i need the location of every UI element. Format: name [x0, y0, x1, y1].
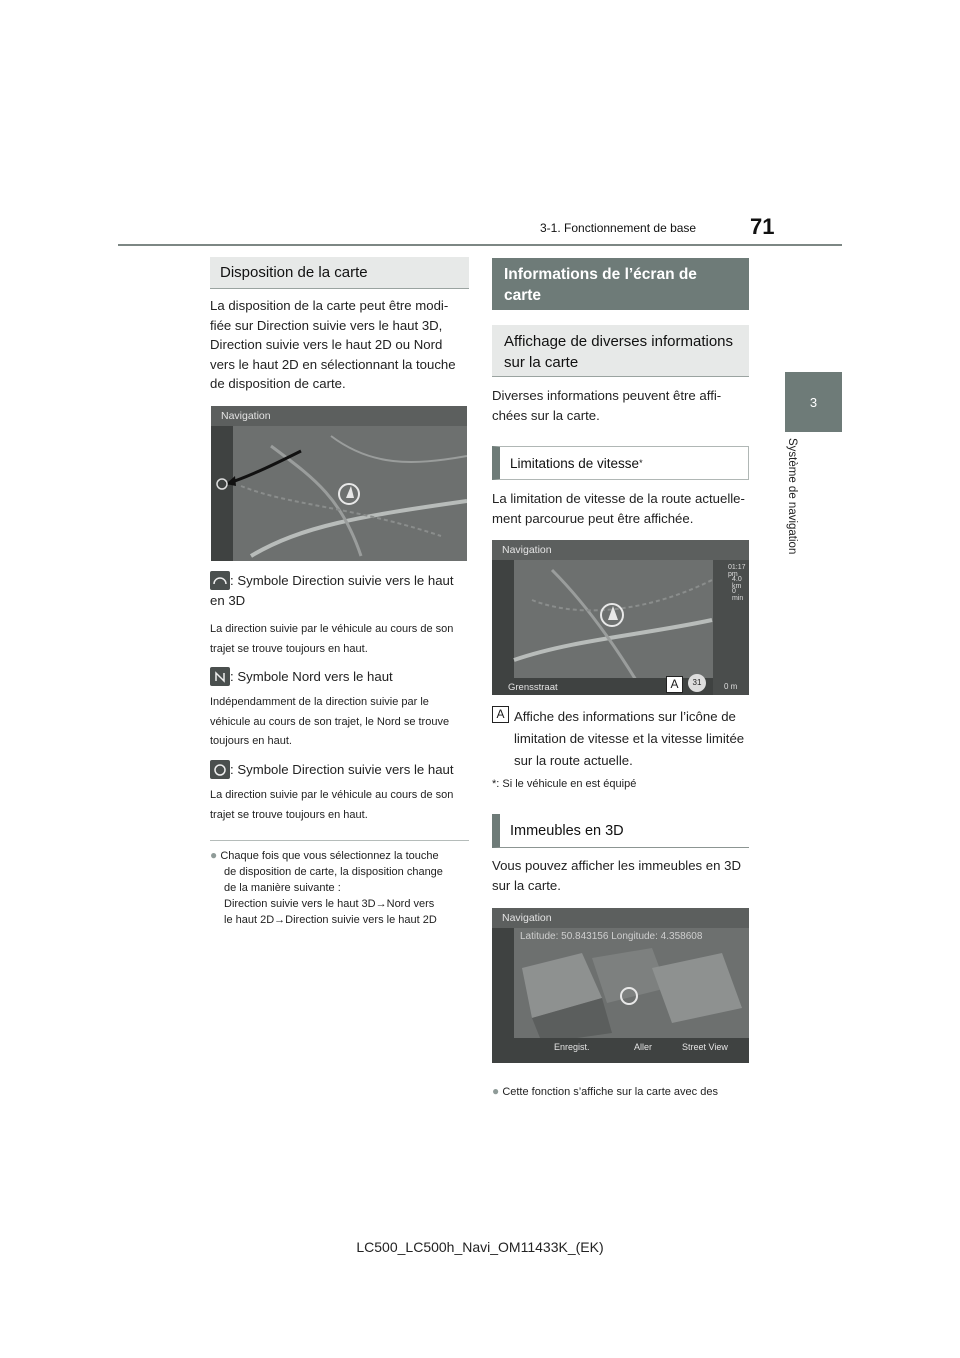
note-line-2: de disposition de carte, la disposition change	[224, 866, 443, 878]
layout-item-3	[210, 760, 470, 780]
map3-streetview-button[interactable]: Street View	[682, 1042, 728, 1052]
map2-dist1: 4.0 km	[732, 576, 742, 590]
layout-item-2	[210, 667, 470, 687]
header-rule	[118, 244, 842, 246]
layout-note	[210, 847, 470, 928]
chapter-tab: 3	[785, 372, 842, 432]
item-3-desc: La direction suivie par le véhicule au cours de son trajet se trouve toujours en haut.	[210, 789, 454, 821]
note-line-1: Chaque fois que vous sélectionnez la touche	[220, 850, 439, 862]
heading-up-2d-icon	[210, 760, 230, 779]
section-title: 3-1. Fonctionnement de base	[540, 221, 697, 235]
item-2-desc: Indépendamment de la direction suivie par le véhicule au cours de son trajet, le Nord se trouve toujours en haut.	[210, 696, 450, 747]
note-line-3: de la manière suivante :	[224, 882, 341, 894]
note-line-5: le haut 2D→Direction suivie vers le haut 2D	[224, 914, 437, 926]
map2-eta: 01:17 pm	[728, 564, 746, 578]
speed-heading-text: Limitations de vitesse	[510, 455, 640, 471]
item-2-label: : Symbole Nord vers le haut	[230, 669, 393, 684]
buildings-note-text: Cette fonction s’affiche sur la carte avec des	[502, 1086, 718, 1098]
map3-coords: Latitude: 50.843156 Longitude: 4.358608	[520, 931, 703, 942]
map-title: Navigation	[211, 406, 467, 426]
heading-affichage: Affichage de diverses informations sur la carte	[492, 325, 749, 377]
note-line-4: Direction suivie vers le haut 3D→Nord vers	[224, 898, 435, 910]
map2-roads	[492, 540, 749, 695]
callout-label-a: A	[492, 706, 509, 723]
left-intro: La disposition de la carte peut être modi-fiée sur Direction suivie vers le haut 3D, Direction suivie vers le haut 2D ou Nord vers le haut 2D en sélectionnant la touche de disposition de carte.	[210, 298, 456, 391]
map2-dist3: 0 m	[724, 682, 738, 691]
buildings-text: Vous pouvez afficher les immeubles en 3D sur la carte.	[492, 858, 741, 893]
right-intro: Diverses informations peuvent être affi-chées sur la carte.	[492, 388, 722, 423]
note-divider	[210, 840, 469, 841]
heading-buildings: Immeubles en 3D	[492, 814, 749, 848]
footer-code: LC500_LC500h_Navi_OM11433K_(EK)	[356, 1239, 604, 1255]
page-number: 71	[750, 214, 775, 239]
map3-title: Navigation	[492, 908, 749, 928]
map2-dist2: 0 min	[732, 588, 744, 602]
callout-text: Affiche des informations sur l’icône de limitation de vitesse et la vitesse limitée sur la route actuelle.	[514, 709, 745, 768]
speed-text: La limitation de vitesse de la route actuelle-ment parcourue peut être affichée.	[492, 491, 745, 526]
layout-item-1	[210, 571, 470, 610]
north-up-icon	[210, 667, 230, 686]
heading-disposition: Disposition de la carte	[210, 257, 469, 289]
map2-street: Grensstraat	[508, 682, 558, 693]
bullet-icon: ●	[492, 1084, 500, 1098]
buildings-note	[492, 1083, 750, 1100]
map2-title: Navigation	[492, 540, 749, 560]
map2-label-a: A	[666, 676, 683, 693]
heading-informations: Informations de l’écran de carte	[492, 258, 749, 310]
footnote: *: Si le véhicule en est équipé	[492, 778, 637, 790]
item-1-label: : Symbole Direction suivie vers le haut en 3D	[210, 573, 454, 608]
map-screenshot-speed	[492, 540, 749, 695]
map-screenshot-3d	[492, 908, 749, 1063]
heading-up-3d-icon	[210, 571, 230, 590]
map3-go-button[interactable]: Aller	[634, 1042, 653, 1052]
bullet-icon: ●	[210, 848, 218, 862]
chapter-title-text: Système de navigation	[786, 438, 798, 555]
map-roads	[211, 406, 467, 561]
map-screenshot-layout	[211, 406, 467, 561]
item-1-desc: La direction suivie par le véhicule au cours de son trajet se trouve toujours en haut.	[210, 623, 454, 655]
heading-speed-limits	[492, 446, 749, 480]
speed-star: *	[639, 458, 643, 468]
chapter-title	[780, 430, 810, 580]
map3-save-button[interactable]: Enregist.	[554, 1042, 590, 1052]
item-3-label: : Symbole Direction suivie vers le haut	[230, 762, 454, 777]
speed-limit-sign: 31	[688, 674, 706, 692]
